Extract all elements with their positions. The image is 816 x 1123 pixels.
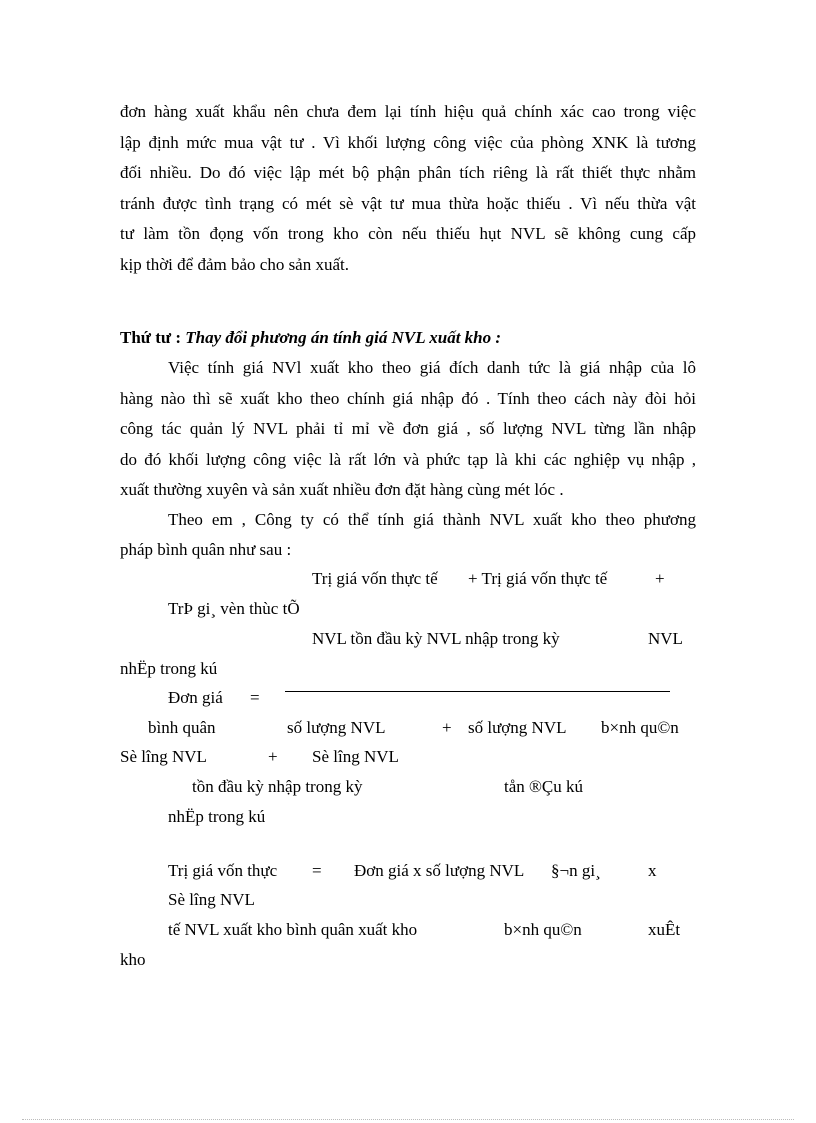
text-line: Theo em , Công ty có thể tính giá thành NVL xuất kho theo phương xyxy=(168,510,696,529)
formula-text: = xyxy=(312,861,322,880)
formula-text: = xyxy=(250,688,260,707)
formula-text: Trị giá vốn thực xyxy=(168,861,278,880)
formula-text: nhËp trong kú xyxy=(168,807,266,826)
formula-text: xuÊt xyxy=(648,920,681,939)
text-line: đơn hàng xuất khẩu nên chưa đem lại tính hiệu quả chính xác cao trong việc xyxy=(120,102,696,121)
text-line: Việc tính giá NVl xuất kho theo giá đích danh tức là giá nhập của lô xyxy=(168,358,696,377)
formula-text: + xyxy=(442,718,452,737)
formula-text: bình quân xyxy=(148,718,216,737)
text-line: hàng nào thì sẽ xuất kho theo chính giá nhập đó . Tính theo cách này đòi hỏi xyxy=(120,389,696,408)
formula-text: + xyxy=(655,569,665,588)
page-footer-rule xyxy=(22,1119,794,1120)
formula-text: b×nh qu©n xyxy=(504,920,582,939)
formula-text: NVL tồn đầu kỳ NVL nhập trong kỳ xyxy=(312,629,560,648)
formula-text: Sè lîng NVL xyxy=(168,890,255,909)
formula-text: Sè lîng NVL xyxy=(120,747,207,766)
text-line: tránh được tình trạng có mét sè vật tư mua thừa hoặc thiếu . Vì nếu thừa vật xyxy=(120,194,696,213)
formula-text: số lượng NVL xyxy=(287,718,386,737)
formula-text: x xyxy=(648,861,657,880)
text-line: do đó khối lượng công việc là rất lớn và phức tạp là khi các nghiệp vụ nhập , xyxy=(120,450,696,469)
fraction-bar xyxy=(285,691,670,692)
formula-text: số lượng NVL xyxy=(468,718,567,737)
text-line: tư làm tồn đọng vốn trong kho còn nếu thiếu hụt NVL sẽ không cung cấp xyxy=(120,224,696,243)
formula-text: + xyxy=(268,747,278,766)
formula-text: + Trị giá vốn thực tế xyxy=(468,569,608,588)
formula-text: b×nh qu©n xyxy=(601,718,679,737)
formula-text: kho xyxy=(120,950,146,969)
formula-text: NVL xyxy=(648,629,683,648)
formula-text: tế NVL xuất kho bình quân xuất kho xyxy=(168,920,418,939)
text-line: xuất thường xuyên và sản xuất nhiều đơn đặt hàng cùng mét lóc . xyxy=(120,480,564,499)
heading-label: Thứ tư : xyxy=(120,328,182,347)
section-heading xyxy=(120,327,501,349)
heading-title: Thay đổi phương án tính giá NVL xuất kho : xyxy=(185,328,502,347)
formula-text: Sè lîng NVL xyxy=(312,747,399,766)
text-line: đối nhiều. Do đó việc lập mét bộ phận phân tích riêng là rất thiết thực nhằm xyxy=(120,163,696,182)
text-line: lập định mức mua vật tư . Vì khối lượng công việc của phòng XNK là tương xyxy=(120,133,696,152)
formula-text: Trị giá vốn thực tế xyxy=(312,569,438,588)
formula-text: tån ®Çu kú xyxy=(504,777,584,796)
formula-text: Đơn giá x số lượng NVL xyxy=(354,861,525,880)
text-line: kịp thời để đảm bảo cho sản xuất. xyxy=(120,255,349,274)
formula-text: tồn đầu kỳ nhập trong kỳ xyxy=(192,777,363,796)
formula-text: Đơn giá xyxy=(168,688,223,707)
formula-text: nhËp trong kú xyxy=(120,659,218,678)
text-line: pháp bình quân như sau : xyxy=(120,540,292,559)
formula-text: TrÞ gi¸ vèn thùc tÕ xyxy=(168,599,300,618)
formula-text: §¬n gi¸ xyxy=(551,861,601,880)
text-line: công tác quản lý NVL phải tỉ mỉ về đơn giá , số lượng NVL từng lần nhập xyxy=(120,419,696,438)
